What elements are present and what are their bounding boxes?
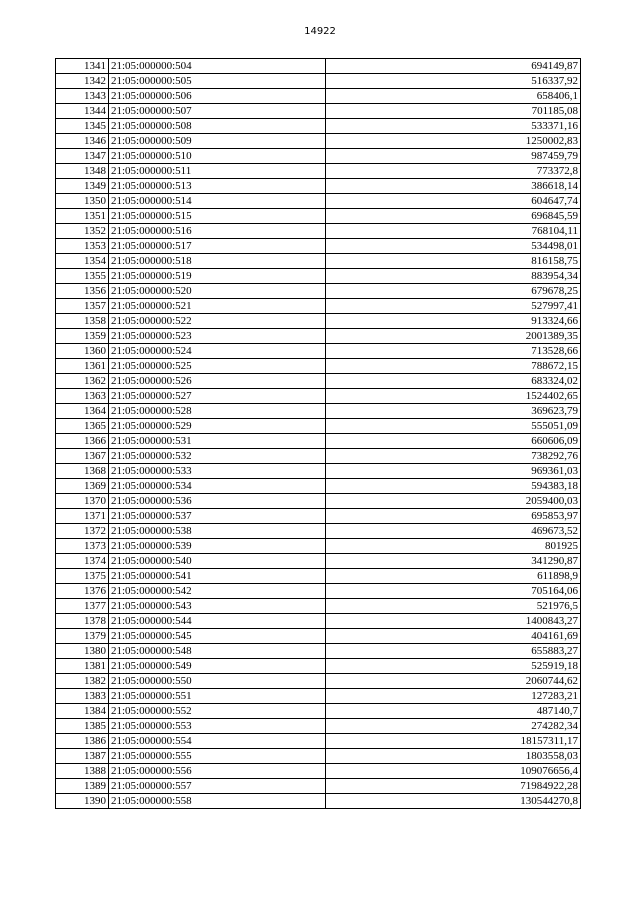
- cadastral-value: 369623,79: [326, 404, 581, 419]
- cadastral-number: 21:05:000000:538: [109, 524, 326, 539]
- cadastral-value: 533371,16: [326, 119, 581, 134]
- table-row: [56, 629, 581, 644]
- table-row: [56, 284, 581, 299]
- cadastral-number: 21:05:000000:509: [109, 134, 326, 149]
- row-number: 1372: [56, 524, 109, 539]
- row-number: 1341: [56, 59, 109, 74]
- row-number: 1385: [56, 719, 109, 734]
- row-number: 1382: [56, 674, 109, 689]
- cadastral-number: 21:05:000000:507: [109, 104, 326, 119]
- cadastral-value: 1803558,03: [326, 749, 581, 764]
- cadastral-value: 109076656,4: [326, 764, 581, 779]
- cadastral-number: 21:05:000000:524: [109, 344, 326, 359]
- cadastral-number: 21:05:000000:557: [109, 779, 326, 794]
- table-row: [56, 314, 581, 329]
- cadastral-value: 487140,7: [326, 704, 581, 719]
- cadastral-value: 404161,69: [326, 629, 581, 644]
- row-number: 1376: [56, 584, 109, 599]
- table-row: [56, 749, 581, 764]
- cadastral-number: 21:05:000000:531: [109, 434, 326, 449]
- cadastral-value: 705164,06: [326, 584, 581, 599]
- row-number: 1364: [56, 404, 109, 419]
- table-row: [56, 269, 581, 284]
- cadastral-number: 21:05:000000:526: [109, 374, 326, 389]
- cadastral-number: 21:05:000000:520: [109, 284, 326, 299]
- table-row: [56, 419, 581, 434]
- cadastral-value: 341290,87: [326, 554, 581, 569]
- cadastral-number: 21:05:000000:528: [109, 404, 326, 419]
- table-row: [56, 104, 581, 119]
- cadastral-number: 21:05:000000:532: [109, 449, 326, 464]
- table-row: [56, 299, 581, 314]
- table-row: [56, 494, 581, 509]
- table-row: [56, 734, 581, 749]
- row-number: 1348: [56, 164, 109, 179]
- row-number: 1370: [56, 494, 109, 509]
- cadastral-number: 21:05:000000:554: [109, 734, 326, 749]
- row-number: 1380: [56, 644, 109, 659]
- table-row: [56, 659, 581, 674]
- table-row: [56, 164, 581, 179]
- cadastral-number: 21:05:000000:545: [109, 629, 326, 644]
- cadastral-value: 1250002,83: [326, 134, 581, 149]
- cadastral-value: 18157311,17: [326, 734, 581, 749]
- table-row: [56, 209, 581, 224]
- table-row: [56, 59, 581, 74]
- row-number: 1344: [56, 104, 109, 119]
- row-number: 1345: [56, 119, 109, 134]
- cadastral-number: 21:05:000000:521: [109, 299, 326, 314]
- table-row: [56, 539, 581, 554]
- cadastral-value: 683324,02: [326, 374, 581, 389]
- cadastral-value: 660606,09: [326, 434, 581, 449]
- cadastral-value: 2001389,35: [326, 329, 581, 344]
- row-number: 1379: [56, 629, 109, 644]
- table-row: [56, 689, 581, 704]
- cadastral-value: 969361,03: [326, 464, 581, 479]
- table-row: [56, 434, 581, 449]
- cadastral-value: 801925: [326, 539, 581, 554]
- cadastral-number: 21:05:000000:529: [109, 419, 326, 434]
- cadastral-value: 695853,97: [326, 509, 581, 524]
- cadastral-number: 21:05:000000:508: [109, 119, 326, 134]
- cadastral-number: 21:05:000000:506: [109, 89, 326, 104]
- row-number: 1357: [56, 299, 109, 314]
- cadastral-value: 883954,34: [326, 269, 581, 284]
- cadastral-number: 21:05:000000:522: [109, 314, 326, 329]
- table-row: [56, 74, 581, 89]
- cadastral-value: 788672,15: [326, 359, 581, 374]
- cadastral-number: 21:05:000000:515: [109, 209, 326, 224]
- cadastral-number: 21:05:000000:544: [109, 614, 326, 629]
- table-row: [56, 794, 581, 809]
- row-number: 1346: [56, 134, 109, 149]
- table-row: [56, 374, 581, 389]
- row-number: 1342: [56, 74, 109, 89]
- cadastral-value: 913324,66: [326, 314, 581, 329]
- row-number: 1362: [56, 374, 109, 389]
- row-number: 1367: [56, 449, 109, 464]
- cadastral-value: 655883,27: [326, 644, 581, 659]
- table-row: [56, 719, 581, 734]
- cadastral-number: 21:05:000000:510: [109, 149, 326, 164]
- row-number: 1356: [56, 284, 109, 299]
- row-number: 1359: [56, 329, 109, 344]
- cadastral-number: 21:05:000000:525: [109, 359, 326, 374]
- cadastral-number: 21:05:000000:533: [109, 464, 326, 479]
- cadastral-value: 773372,8: [326, 164, 581, 179]
- table-row: [56, 479, 581, 494]
- table-row: [56, 584, 581, 599]
- table-row: [56, 89, 581, 104]
- cadastral-number: 21:05:000000:511: [109, 164, 326, 179]
- table-row: [56, 704, 581, 719]
- table-row: [56, 194, 581, 209]
- cadastral-value: 987459,79: [326, 149, 581, 164]
- cadastral-number: 21:05:000000:523: [109, 329, 326, 344]
- cadastral-number: 21:05:000000:504: [109, 59, 326, 74]
- cadastral-value: 516337,92: [326, 74, 581, 89]
- table-row: [56, 254, 581, 269]
- row-number: 1389: [56, 779, 109, 794]
- table-row: [56, 179, 581, 194]
- cadastral-number: 21:05:000000:548: [109, 644, 326, 659]
- row-number: 1358: [56, 314, 109, 329]
- row-number: 1363: [56, 389, 109, 404]
- page-number: 14922: [304, 26, 336, 37]
- cadastral-value: 738292,76: [326, 449, 581, 464]
- cadastral-value: 679678,25: [326, 284, 581, 299]
- table-row: [56, 344, 581, 359]
- table-row: [56, 149, 581, 164]
- cadastral-number: 21:05:000000:553: [109, 719, 326, 734]
- cadastral-number: 21:05:000000:549: [109, 659, 326, 674]
- cadastral-value: 1400843,27: [326, 614, 581, 629]
- table-row: [56, 554, 581, 569]
- cadastral-number: 21:05:000000:519: [109, 269, 326, 284]
- table-row: [56, 614, 581, 629]
- cadastral-number: 21:05:000000:505: [109, 74, 326, 89]
- cadastral-value: 274282,34: [326, 719, 581, 734]
- cadastral-number: 21:05:000000:550: [109, 674, 326, 689]
- row-number: 1375: [56, 569, 109, 584]
- cadastral-number: 21:05:000000:542: [109, 584, 326, 599]
- cadastral-number: 21:05:000000:555: [109, 749, 326, 764]
- table-row: [56, 674, 581, 689]
- cadastral-value: 713528,66: [326, 344, 581, 359]
- cadastral-number: 21:05:000000:558: [109, 794, 326, 809]
- row-number: 1351: [56, 209, 109, 224]
- cadastral-value: 127283,21: [326, 689, 581, 704]
- cadastral-number: 21:05:000000:537: [109, 509, 326, 524]
- row-number: 1354: [56, 254, 109, 269]
- table-row: [56, 599, 581, 614]
- row-number: 1369: [56, 479, 109, 494]
- table-row: [56, 134, 581, 149]
- row-number: 1387: [56, 749, 109, 764]
- cadastral-number: 21:05:000000:536: [109, 494, 326, 509]
- cadastral-value: 521976,5: [326, 599, 581, 614]
- row-number: 1377: [56, 599, 109, 614]
- table-row: [56, 449, 581, 464]
- cadastral-number: 21:05:000000:543: [109, 599, 326, 614]
- row-number: 1365: [56, 419, 109, 434]
- table-row: [56, 224, 581, 239]
- cadastral-value: 130544270,8: [326, 794, 581, 809]
- cadastral-number: 21:05:000000:516: [109, 224, 326, 239]
- cadastral-value: 594383,18: [326, 479, 581, 494]
- row-number: 1374: [56, 554, 109, 569]
- table-row: [56, 329, 581, 344]
- table-row: [56, 569, 581, 584]
- cadastral-value: 604647,74: [326, 194, 581, 209]
- table-row: [56, 404, 581, 419]
- cadastral-value: 611898,9: [326, 569, 581, 584]
- row-number: 1368: [56, 464, 109, 479]
- row-number: 1388: [56, 764, 109, 779]
- table-row: [56, 464, 581, 479]
- cadastral-number: 21:05:000000:534: [109, 479, 326, 494]
- cadastral-value: 525919,18: [326, 659, 581, 674]
- row-number: 1349: [56, 179, 109, 194]
- cadastral-number: 21:05:000000:527: [109, 389, 326, 404]
- cadastral-number: 21:05:000000:517: [109, 239, 326, 254]
- cadastral-value: 555051,09: [326, 419, 581, 434]
- cadastral-value: 768104,11: [326, 224, 581, 239]
- cadastral-number: 21:05:000000:514: [109, 194, 326, 209]
- table-row: [56, 359, 581, 374]
- cadastral-value: 658406,1: [326, 89, 581, 104]
- row-number: 1390: [56, 794, 109, 809]
- cadastral-number: 21:05:000000:539: [109, 539, 326, 554]
- cadastral-value: 701185,08: [326, 104, 581, 119]
- cadastral-number: 21:05:000000:551: [109, 689, 326, 704]
- cadastral-value: 2060744,62: [326, 674, 581, 689]
- cadastral-number: 21:05:000000:552: [109, 704, 326, 719]
- cadastral-value: 1524402,65: [326, 389, 581, 404]
- row-number: 1352: [56, 224, 109, 239]
- table-row: [56, 644, 581, 659]
- row-number: 1383: [56, 689, 109, 704]
- cadastral-value: 2059400,03: [326, 494, 581, 509]
- cadastral-value-table: [55, 58, 581, 809]
- cadastral-value: 696845,59: [326, 209, 581, 224]
- table-row: [56, 779, 581, 794]
- row-number: 1347: [56, 149, 109, 164]
- table-row: [56, 764, 581, 779]
- row-number: 1355: [56, 269, 109, 284]
- row-number: 1386: [56, 734, 109, 749]
- cadastral-value: 694149,87: [326, 59, 581, 74]
- cadastral-number: 21:05:000000:513: [109, 179, 326, 194]
- table-body: [56, 59, 581, 809]
- table-row: [56, 509, 581, 524]
- cadastral-value: 71984922,28: [326, 779, 581, 794]
- cadastral-value: 816158,75: [326, 254, 581, 269]
- cadastral-number: 21:05:000000:540: [109, 554, 326, 569]
- table-row: [56, 389, 581, 404]
- row-number: 1381: [56, 659, 109, 674]
- row-number: 1373: [56, 539, 109, 554]
- row-number: 1353: [56, 239, 109, 254]
- table-row: [56, 524, 581, 539]
- cadastral-value: 527997,41: [326, 299, 581, 314]
- table-row: [56, 239, 581, 254]
- row-number: 1384: [56, 704, 109, 719]
- cadastral-number: 21:05:000000:556: [109, 764, 326, 779]
- cadastral-number: 21:05:000000:518: [109, 254, 326, 269]
- row-number: 1343: [56, 89, 109, 104]
- row-number: 1371: [56, 509, 109, 524]
- cadastral-value: 469673,52: [326, 524, 581, 539]
- row-number: 1366: [56, 434, 109, 449]
- cadastral-value: 386618,14: [326, 179, 581, 194]
- cadastral-number: 21:05:000000:541: [109, 569, 326, 584]
- row-number: 1350: [56, 194, 109, 209]
- cadastral-value: 534498,01: [326, 239, 581, 254]
- row-number: 1361: [56, 359, 109, 374]
- row-number: 1378: [56, 614, 109, 629]
- row-number: 1360: [56, 344, 109, 359]
- table-row: [56, 119, 581, 134]
